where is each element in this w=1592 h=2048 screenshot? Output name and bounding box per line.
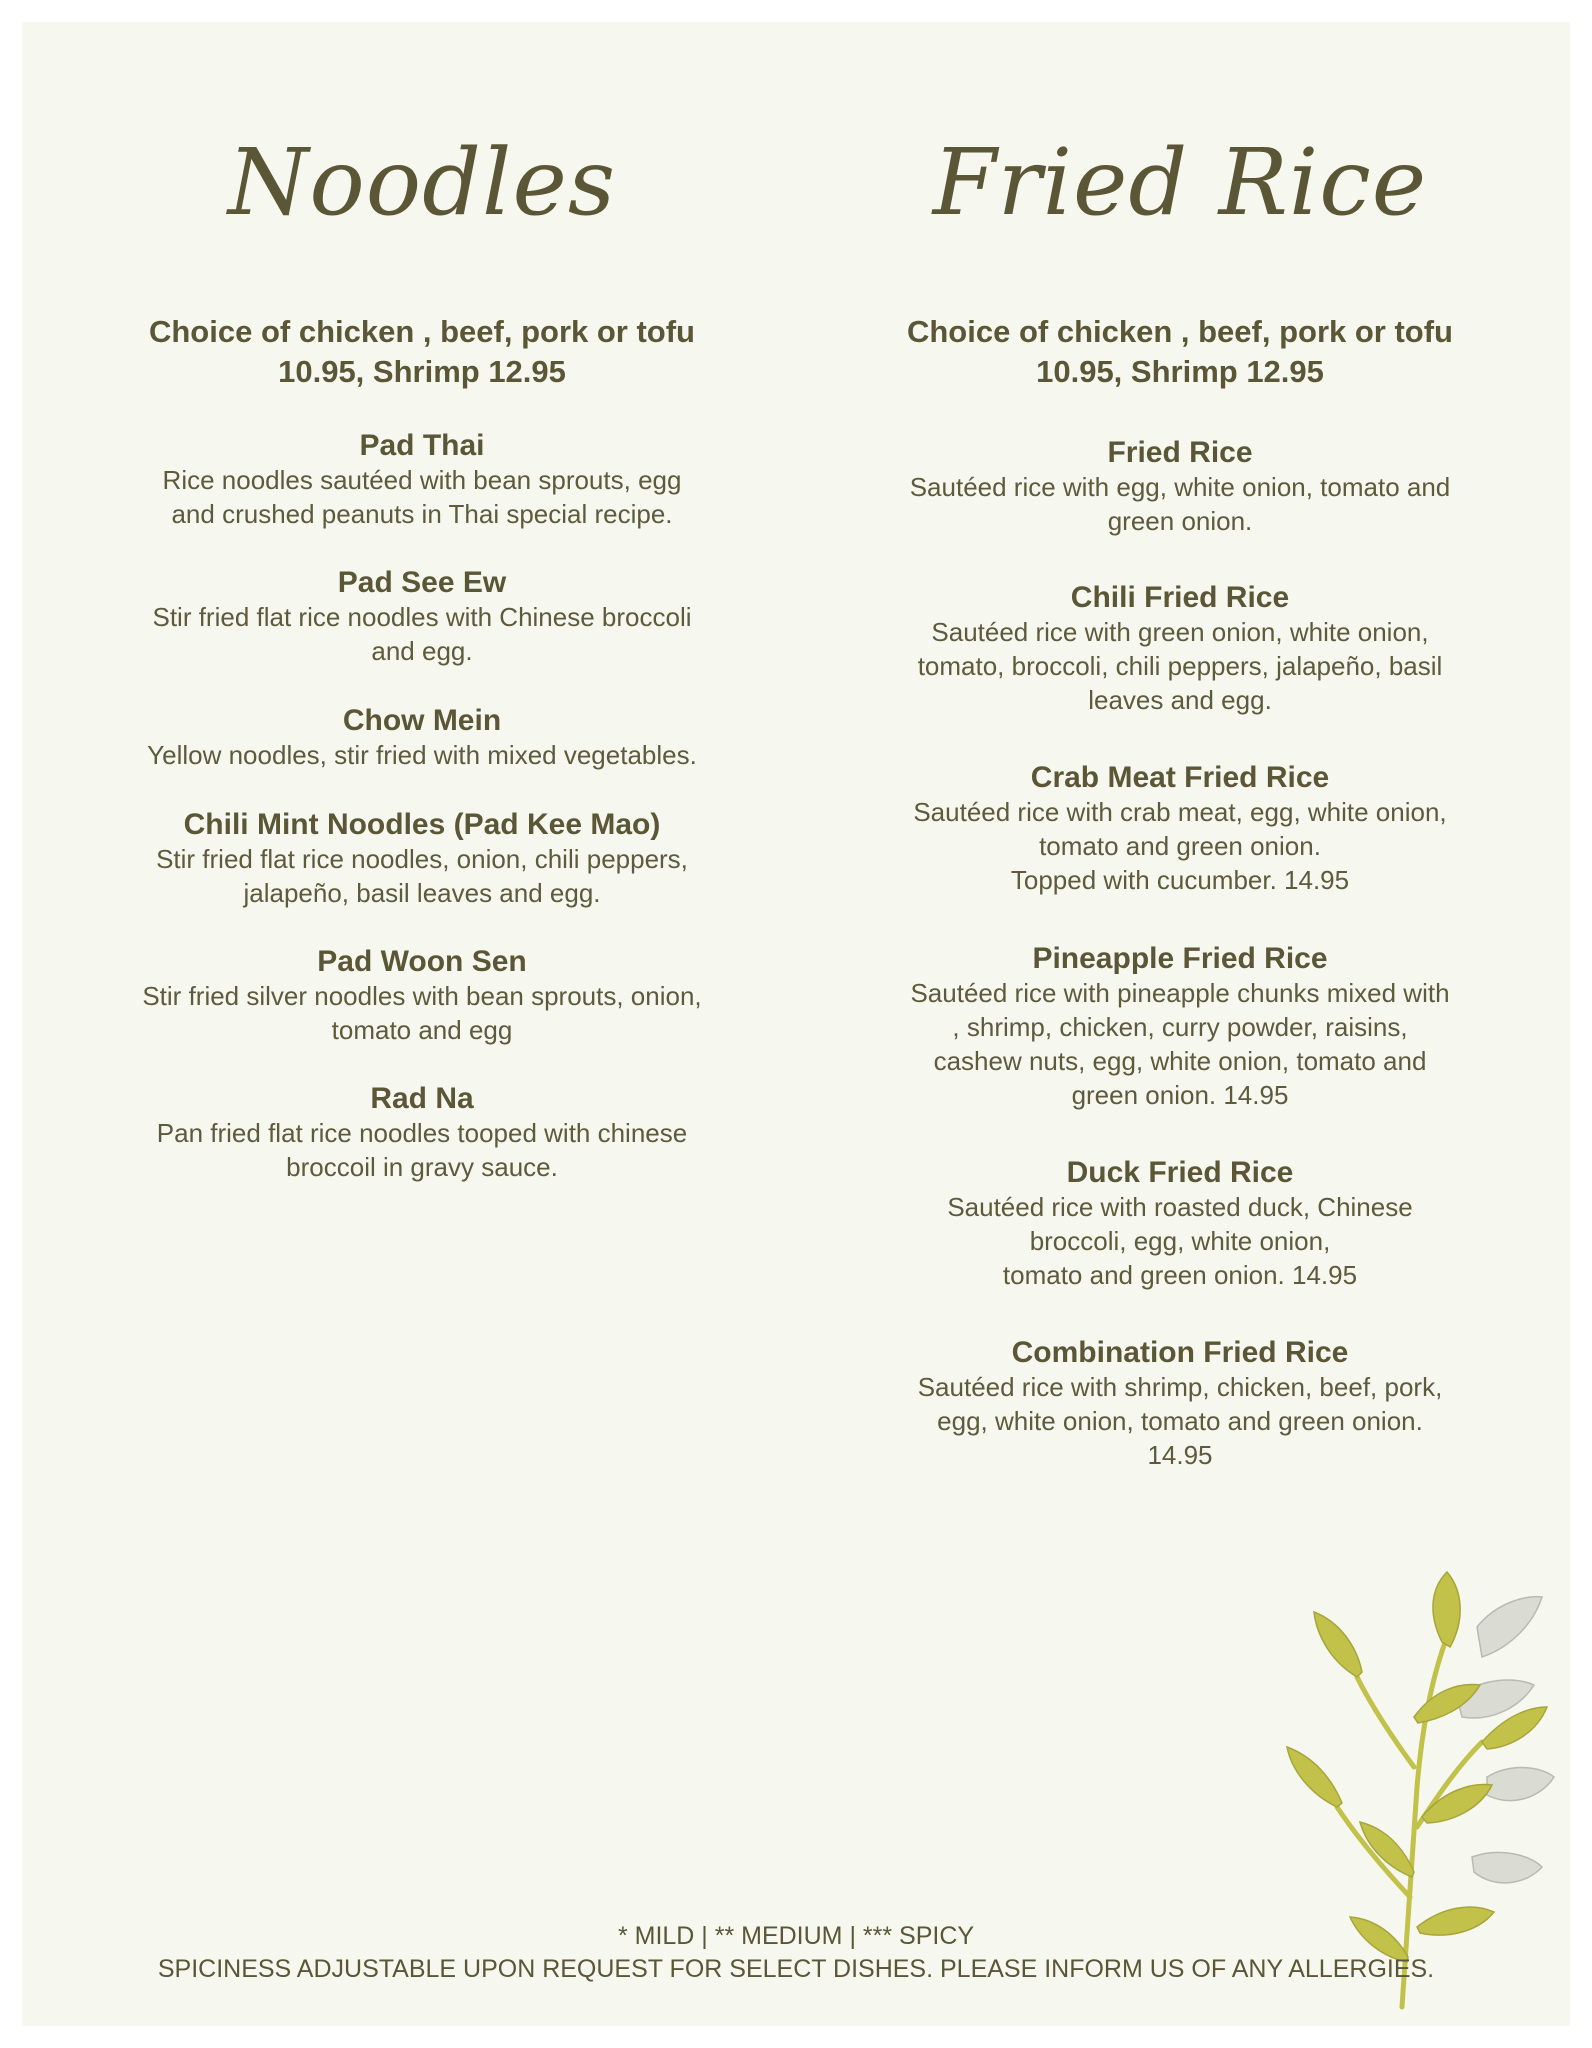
item-description: Stir fried flat rice noodles, onion, chili peppers, jalapeño, basil leaves and egg. [156, 844, 688, 908]
item-description: Rice noodles sautéed with bean sprouts, egg and crushed peanuts in Thai special recipe. [162, 465, 682, 529]
fried-rice-choice-line1: Choice of chicken , beef, pork or tofu [906, 314, 1453, 349]
menu-item [830, 581, 1530, 717]
item-name: Pad Woon Sen [317, 945, 527, 978]
noodles-choice [92, 312, 752, 392]
fried-rice-title: Fried Rice [932, 129, 1428, 236]
noodles-title: Noodles [227, 129, 617, 236]
spice-legend: * MILD | ** MEDIUM | *** SPICY [617, 1922, 975, 1950]
menu-item [830, 761, 1530, 897]
allergy-note: SPICINESS ADJUSTABLE UPON REQUEST FOR SELECT DISHES. PLEASE INFORM US OF ANY ALLERGIES. [157, 1955, 1435, 1983]
item-name: Rad Na [370, 1082, 474, 1115]
noodles-choice-line2: 10.95, Shrimp 12.95 [278, 354, 566, 389]
menu-item [92, 945, 752, 1047]
item-name: Chili Mint Noodles (Pad Kee Mao) [183, 808, 661, 841]
menu-item [830, 1156, 1530, 1292]
item-description: Pan fried flat rice noodles tooped with chinese broccoil in gravy sauce. [156, 1118, 688, 1182]
fried-rice-choice-line2: 10.95, Shrimp 12.95 [1036, 354, 1324, 389]
menu-item [92, 429, 752, 531]
item-name: Duck Fried Rice [1066, 1156, 1294, 1189]
menu-item [92, 704, 752, 772]
footer [22, 1920, 1570, 1986]
menu-item [92, 1082, 752, 1184]
item-description: Sautéed rice with pineapple chunks mixed with , shrimp, chicken, curry powder, raisins, cashew nuts, egg, white onion, tomato and green onion. 14.95 [910, 978, 1450, 1110]
noodles-choice-line1: Choice of chicken , beef, pork or tofu [148, 314, 695, 349]
item-description: Sautéed rice with egg, white onion, tomato and green onion. [909, 472, 1451, 536]
menu-item [92, 808, 752, 910]
menu-item [830, 1336, 1530, 1472]
item-name: Chili Fried Rice [1070, 581, 1290, 614]
item-description: Yellow noodles, stir fried with mixed vegetables. [147, 740, 697, 770]
item-description: Sautéed rice with shrimp, chicken, beef, pork, egg, white onion, tomato and green onion. 14.95 [917, 1372, 1443, 1470]
item-name: Pad Thai [359, 429, 485, 462]
item-description: Stir fried flat rice noodles with Chinese broccoli and egg. [152, 602, 692, 666]
item-description: Sautéed rice with roasted duck, Chinese broccoli, egg, white onion, tomato and green onion. 14.95 [947, 1192, 1413, 1290]
menu-page [22, 22, 1570, 2026]
item-name: Crab Meat Fried Rice [1030, 761, 1330, 794]
item-name: Chow Mein [342, 704, 502, 737]
menu-item [830, 942, 1530, 1112]
menu-item [92, 566, 752, 668]
menu-item [830, 436, 1530, 538]
item-description: Sautéed rice with crab meat, egg, white onion, tomato and green onion. Topped with cucumber. 14.95 [913, 797, 1447, 895]
item-description: Sautéed rice with green onion, white onion, tomato, broccoli, chili peppers, jalapeño, basil leaves and egg. [917, 617, 1443, 715]
fried-rice-choice [830, 312, 1530, 392]
item-name: Combination Fried Rice [1011, 1336, 1349, 1369]
item-name: Fried Rice [1107, 436, 1253, 469]
item-name: Pad See Ew [337, 566, 507, 599]
item-description: Stir fried silver noodles with bean sprouts, onion, tomato and egg [142, 981, 702, 1045]
item-name: Pineapple Fried Rice [1032, 942, 1328, 975]
